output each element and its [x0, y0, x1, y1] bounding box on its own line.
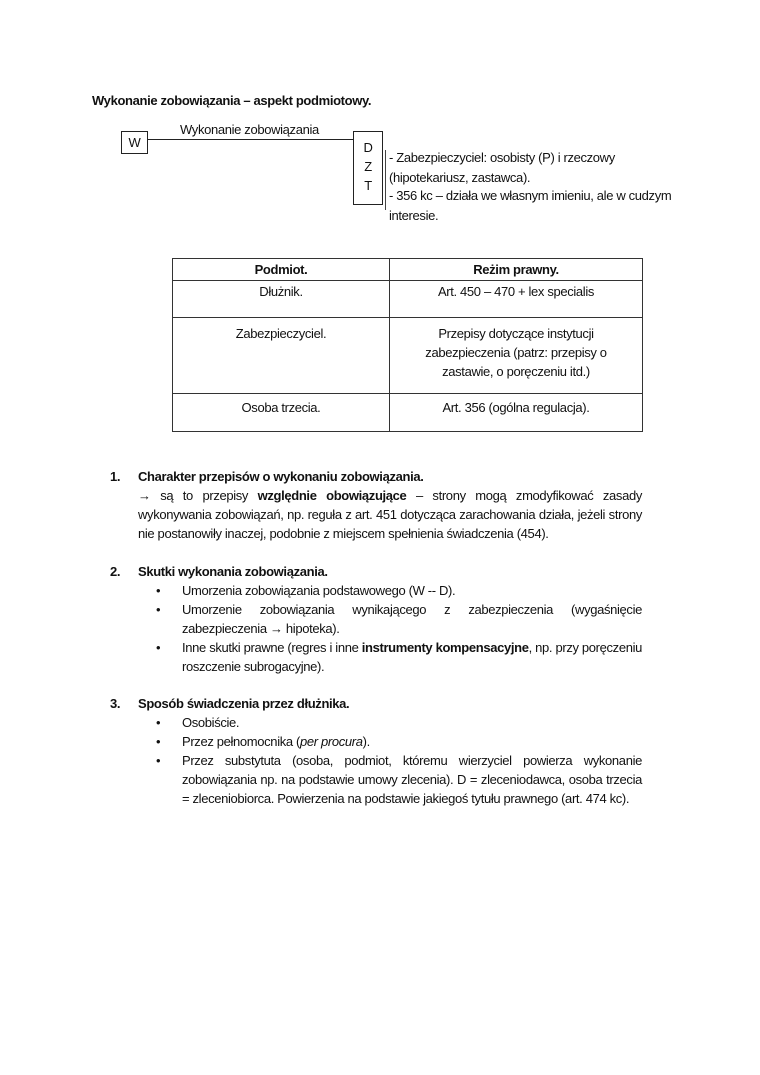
item-text: hipoteka).: [282, 621, 340, 636]
list-item: [156, 638, 642, 676]
section-number: 3.: [110, 696, 121, 711]
list-item: [156, 732, 642, 751]
item-text: Umorzenie zobowiązania wynikającego z zabezpieczenia (wygaśnięcie zabezpieczenia: [182, 602, 642, 636]
item-bold: instrumenty kompensacyjne: [361, 640, 529, 655]
cell-subject: Osoba trzecia.: [173, 394, 390, 432]
table-row: [173, 281, 643, 318]
bullet-icon: •: [156, 640, 161, 655]
list-item: [156, 600, 642, 638]
obligation-line-label: Wykonanie zobowiązania: [180, 122, 319, 137]
item-text: Osobiście.: [182, 715, 240, 730]
note-line: - Zabezpieczyciel: osobisty (P) i rzeczowy: [389, 150, 615, 165]
item-text: Przez substytuta (osoba, podmiot, któremu wierzyciel powierza wykonanie zobowiązania np. na podstawie umowy zlecenia). D = zleceniodawca, osoba trzecia = zleceniobiorca. Powierzenia na podstawie jakiegoś tytułu prawnego (art. 474 kc).: [182, 753, 642, 806]
item-text: Przez pełnomocnika (: [182, 734, 300, 749]
regime-table: [172, 258, 643, 432]
list-item: [156, 713, 642, 732]
debtor-letter: D: [363, 140, 373, 155]
arrow-icon: →: [138, 488, 151, 503]
page-title: Wykonanie zobowiązania – aspekt podmiotowy.: [92, 93, 372, 108]
note-line: (hipotekariusz, zastawca).: [389, 170, 531, 185]
item-italic: per procura: [300, 734, 363, 749]
body-text: – strony mogą zmodyfikować zasady wykonywania zobowiązań, np. reguła z art. 451 dotycząca zarachowania działa, jeżeli strony nie postanowiły inaczej, podobnie z miejscem spełnienia świadczenia (454).: [138, 488, 642, 541]
obligation-line: [148, 139, 353, 140]
section-heading: Charakter przepisów o wykonaniu zobowiązania.: [138, 469, 424, 484]
section-number: 1.: [110, 469, 121, 484]
section-1: [110, 467, 642, 543]
body-bold: względnie obowiązujące: [257, 488, 407, 503]
arrow-icon: →: [269, 621, 283, 636]
bullet-icon: •: [156, 753, 161, 768]
header-regime: Reżim prawny.: [390, 259, 643, 281]
bullet-icon: •: [156, 602, 161, 617]
section-3: [110, 694, 642, 808]
item-text: Inne skutki prawne (regres i inne: [182, 640, 362, 655]
diagram-notes: [389, 149, 671, 225]
item-text: ).: [362, 734, 370, 749]
bullet-icon: •: [156, 583, 161, 598]
cell-regime: Art. 450 – 470 + lex specialis: [390, 281, 643, 318]
table-row: [173, 318, 643, 394]
list-item: [156, 751, 642, 808]
item-text: , np. przy poręczeniu roszczenie subrogacyjne).: [182, 640, 642, 674]
debtor-box: [353, 131, 383, 205]
list-item: [156, 581, 642, 600]
section-heading: Sposób świadczenia przez dłużnika.: [138, 696, 350, 711]
body-text: są to przepisy: [150, 488, 258, 503]
note-line: - 356 kc – działa we własnym imieniu, ale w cudzym: [389, 188, 672, 203]
creditor-box: [121, 131, 148, 154]
bullet-icon: •: [156, 734, 161, 749]
note-line: interesie.: [389, 208, 439, 223]
section-2: [110, 562, 642, 676]
section-heading: Skutki wykonania zobowiązania.: [138, 564, 328, 579]
cell-subject: Dłużnik.: [173, 281, 390, 318]
header-subject: Podmiot.: [173, 259, 390, 281]
section-number: 2.: [110, 564, 121, 579]
section-body: [138, 486, 642, 543]
cell-regime: Przepisy dotyczące instytucji zabezpieczenia (patrz: przepisy o zastawie, o poręczeniu itd.): [390, 318, 643, 394]
table-row: [173, 394, 643, 432]
cell-subject: Zabezpieczyciel.: [173, 318, 390, 394]
bullet-icon: •: [156, 715, 161, 730]
creditor-label: W: [128, 135, 141, 150]
notes-divider: [385, 150, 386, 210]
item-text: Umorzenia zobowiązania podstawowego (W -- D).: [182, 583, 456, 598]
guarantor-letter: Z: [364, 159, 372, 174]
cell-regime: Art. 356 (ogólna regulacja).: [390, 394, 643, 432]
third-party-letter: T: [364, 178, 372, 193]
